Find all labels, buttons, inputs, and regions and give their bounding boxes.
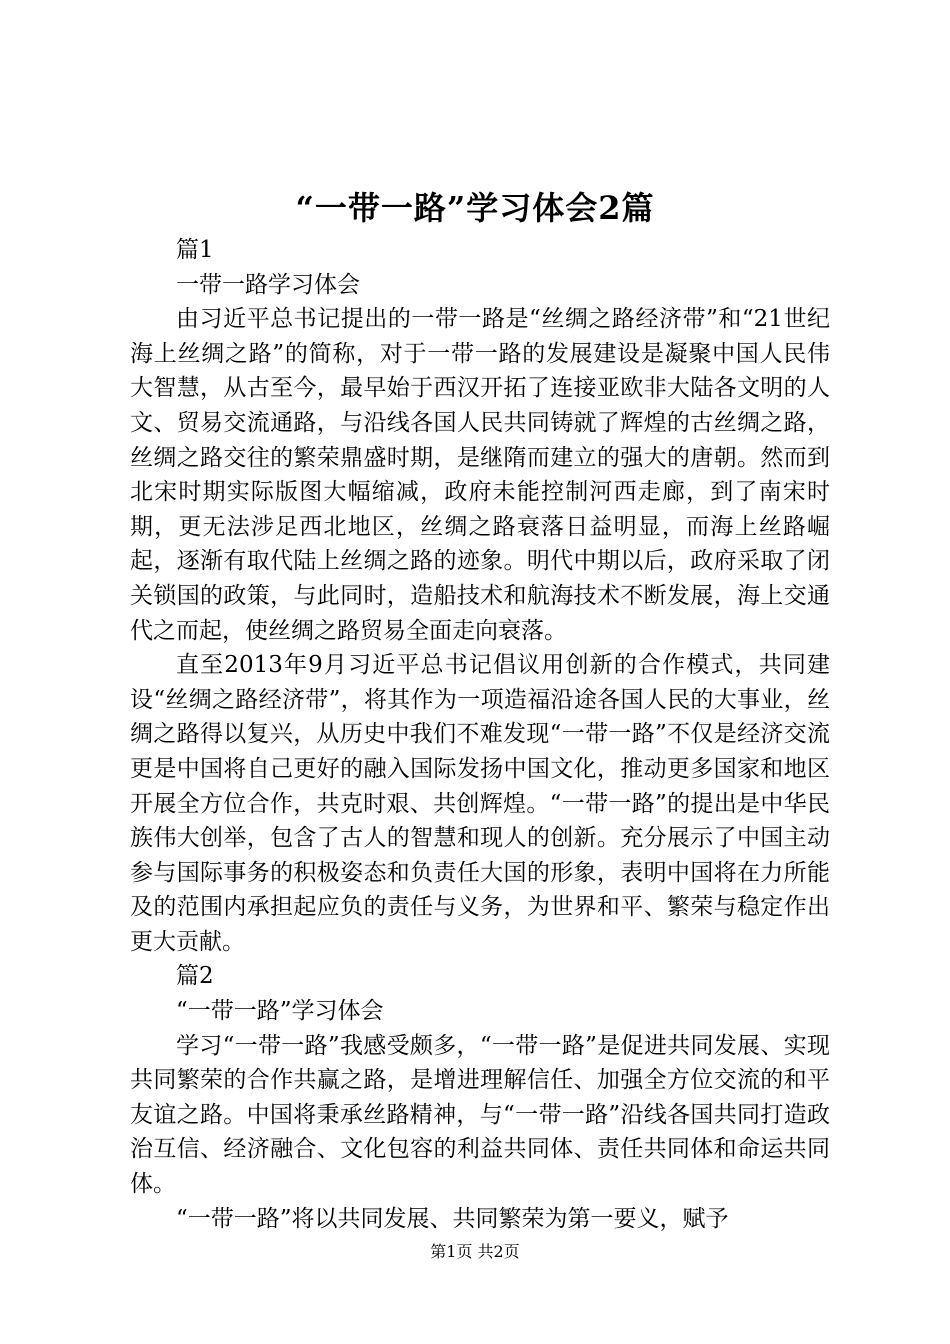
section-1 (130, 233, 830, 959)
paragraph: 由习近平总书记提出的一带一路是“丝绸之路经济带”和“21世纪海上丝绸之路”的简称，对于一带一路的发展建设是凝聚中国人民伟大智慧，从古至今，最早始于西汉开拓了连接亚欧非大陆各文明的人文、贸易交流通路，与沿线各国人民共同铸就了辉煌的古丝绸之路，丝绸之路交往的繁荣鼎盛时期，是继隋而建立的强大的唐朝。然而到北宋时期实际版图大幅缩减，政府未能控制河西走廊，到了南宋时期，更无法涉足西北地区，丝绸之路衰落日益明显，而海上丝路崛起，逐渐有取代陆上丝绸之路的迹象。明代中期以后，政府采取了闭关锁国的政策，与此同时，造船技术和航海技术不断发展，海上交通代之而起，使丝绸之路贸易全面走向衰落。 (130, 306, 830, 644)
section-2 (130, 959, 830, 1236)
paragraph: 直至2013年9月习近平总书记倡议用创新的合作模式，共同建设“丝绸之路经济带”，将其作为一项造福沿途各国人民的大事业，丝绸之路得以复兴，从历史中我们不难发现“一带一路”不仅是经济交流更是中国将自己更好的融入国际发扬中国文化，推动更多国家和地区开展全方位合作，共克时艰、共创辉煌。“一带一路”的提出是中华民族伟大创举，包含了古人的智慧和现人的创新。充分展示了中国主动参与国际事务的积极姿态和负责任大国的形象，表明中国将在力所能及的范围内承担起应负的责任与义务，为世界和平、繁荣与稳定作出更大贡献。 (130, 652, 830, 955)
section-heading: “一带一路”学习体会 (176, 998, 384, 1025)
paragraph: “一带一路”将以共同发展、共同繁荣为第一要义，赋予 (176, 1205, 729, 1232)
page-footer: 第1页 共2页 (430, 1242, 520, 1261)
section-label: 篇1 (176, 237, 214, 263)
paragraph: 学习“一带一路”我感受颇多，“一带一路”是促进共同发展、实现共同繁荣的合作共赢之路，是增进理解信任、加强全方位交流的和平友谊之路。中国将秉承丝路精神，与“一带一路”沿线各国共同打造政治互信、经济融合、文化包容的利益共同体、责任共同体和命运共同体。 (130, 1032, 830, 1198)
section-label: 篇2 (176, 963, 214, 990)
section-heading: 一带一路学习体会 (176, 271, 360, 298)
document-title: “一带一路”学习体会2篇 (295, 189, 655, 227)
document-body (130, 233, 830, 1236)
